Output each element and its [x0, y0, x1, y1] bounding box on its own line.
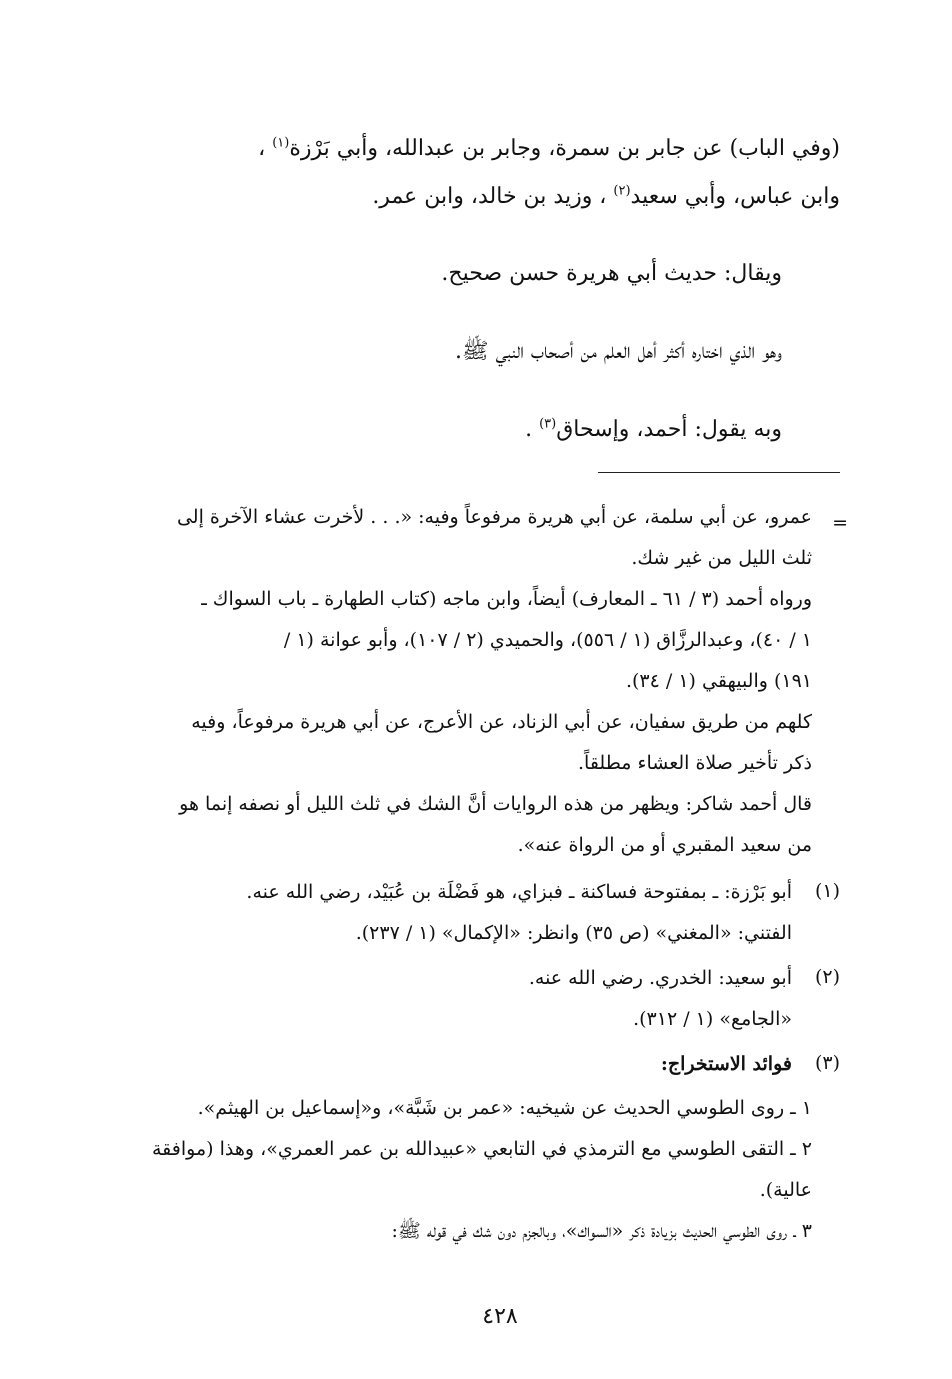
footnote-line: ١ / ٤٠)، وعبدالرزَّاق (١ / ٥٥٦)، والحميدي (٢ / ١٠٧)، وأبو عوانة (١ / [283, 629, 812, 651]
footnote-3-number: (٣) [814, 1052, 840, 1074]
footnote-line: ذكر تأخير صلاة العشاء مطلقاً. [577, 752, 812, 774]
footnote-3-item-3: ٣ ـ روى الطوسي الحديث بزيادة ذكر «السواك»، وبالجزم دون شك في قوله ﷺ: [391, 1220, 812, 1242]
footnote-3-items [112, 1088, 812, 1252]
footnote-ref-2: (٢) [613, 183, 631, 199]
main-paragraph-2-text: ويقال: حديث أبي هريرة حسن صحيح. [441, 261, 782, 286]
footnote-3-heading [112, 1044, 792, 1085]
main-paragraph-3-text: وهو الذي اختاره أكثر أهل العلم من أصحاب النبي ﷺ. [455, 339, 782, 364]
main-line-1 [110, 130, 840, 168]
footnote-line: ١٩١) والبيهقي (١ / ٣٤). [625, 670, 812, 692]
footnote-1 [112, 872, 792, 954]
main-paragraph-2 [52, 256, 782, 292]
footnote-1-line-2: الفتني: «المغني» (ص ٣٥) وانظر: «الإكمال» (١ / ٢٣٧). [355, 922, 792, 944]
footnote-ref-3: (٣) [539, 416, 557, 432]
footnote-2-line-2: «الجامع» (١ / ٣١٢). [633, 1008, 792, 1030]
main-line-2 [110, 178, 840, 216]
footnote-2 [112, 958, 792, 1040]
footnote-line: ورواه أحمد (٣ / ٦١ ـ المعارف) أيضاً، وابن ماجه (كتاب الطهارة ـ باب السواك ـ [201, 588, 812, 610]
footnote-2-line-1: أبو سعيد: الخدري. رضي الله عنه. [528, 967, 792, 989]
main-paragraph-4-end: . [525, 417, 533, 442]
main-paragraph-4-text: وبه يقول: أحمد، وإسحاق [556, 417, 782, 442]
footnote-3-item-1: ١ ـ روى الطوسي الحديث عن شيخيه: «عمر بن شَبَّة»، و«إسماعيل بن الهيثم». [197, 1097, 812, 1119]
page-number: ٤٢٨ [482, 1304, 518, 1329]
footnote-1-line-1: أبو بَرْزة: ـ بمفتوحة فساكنة ـ فبزاي، هو فَضْلَة بن عُبَيْد، رضي الله عنه. [246, 881, 792, 903]
main-paragraph-3 [52, 334, 782, 370]
footnote-2-number: (٢) [814, 966, 840, 988]
footnote-line: عمرو، عن أبي سلمة، عن أبي هريرة مرفوعاً وفيه: «. . . لأخرت عشاء الآخرة إلى [176, 506, 812, 528]
footnote-1-number: (١) [814, 880, 840, 902]
footnote-line: من سعيد المقبري أو من الرواة عنه». [517, 834, 812, 856]
main-line-2-end: ، وزيد بن خالد، وابن عمر. [372, 184, 607, 209]
footnote-3-item-2-cont: عالية). [759, 1179, 812, 1201]
footnote-3-item-2: ٢ ـ التقى الطوسي مع الترمذي في التابعي «عبيدالله بن عمر العمري»، وهذا (موافقة [151, 1138, 812, 1160]
footnote-line: كلهم من طريق سفيان، عن أبي الزناد، عن الأعرج، عن أبي هريرة مرفوعاً، وفيه [191, 711, 812, 733]
main-line-2-text: وابن عباس، وأبي سعيد [630, 184, 840, 209]
main-paragraph-4 [52, 412, 782, 448]
footnote-line: قال أحمد شاكر: ويظهر من هذه الروايات أنَّ الشك في ثلث الليل أو نصفه إنما هو [179, 793, 812, 815]
footnote-ref-1: (١) [272, 135, 290, 151]
main-line-1-end: ، [258, 136, 266, 161]
footnote-separator [598, 472, 840, 473]
main-paragraph-1 [110, 130, 840, 216]
continuation-mark: = [832, 512, 848, 534]
footnote-continuation [112, 497, 812, 866]
footnote-3-title: فوائد الاستخراج: [660, 1053, 792, 1075]
main-line-1-text: (وفي الباب) عن جابر بن سمرة، وجابر بن عبدالله، وأبي بَرْزة [289, 136, 840, 161]
footnote-line: ثلث الليل من غير شك. [631, 547, 812, 569]
